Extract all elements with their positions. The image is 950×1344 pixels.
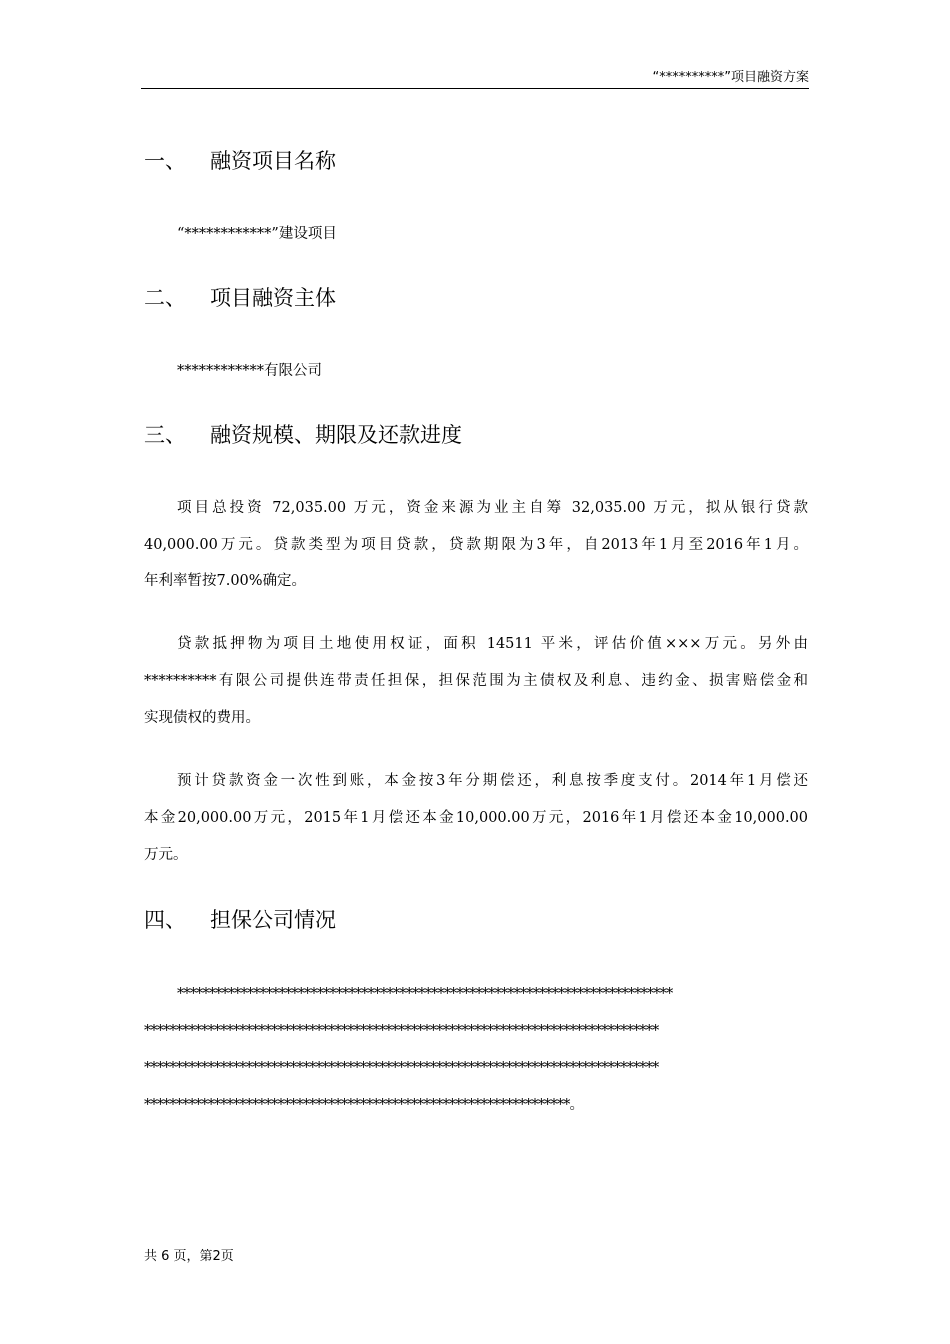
section-heading-1 <box>144 146 336 176</box>
paragraph-line: 年利率暂按7.00%确定。 <box>144 573 307 589</box>
financing-entity-text: ************有限公司 <box>177 363 322 379</box>
paragraph-line: 实现债权的费用。 <box>144 710 260 726</box>
paragraph-line: 贷款抵押物为项目土地使用权证，面积 14511 平米，评估价值×××万元。另外由 <box>177 636 808 652</box>
guarantor-info-line: ********************************************************************************* <box>144 1023 659 1039</box>
section-number: 三、 <box>144 423 186 447</box>
header-divider <box>141 88 809 89</box>
section-title: 项目融资主体 <box>210 286 336 310</box>
section-title: 融资项目名称 <box>210 149 336 173</box>
guarantor-info-line: *******************************************************************。 <box>144 1097 584 1113</box>
paragraph-line: **********有限公司提供连带责任担保，担保范围为主债权及利息、违约金、损害赔偿金和 <box>144 673 808 689</box>
paragraph-line: 万元。 <box>144 847 188 863</box>
paragraph-line: 预计贷款资金一次性到账，本金按3年分期偿还，利息按季度支付。2014年1月偿还 <box>177 773 808 789</box>
paragraph-line: 项目总投资 72,035.00 万元，资金来源为业主自筹 32,035.00 万元，拟从银行贷款 <box>177 500 808 516</box>
paragraph-line: 本金20,000.00万元，2015年1月偿还本金10,000.00万元，2016年1月偿还本金10,000.00 <box>144 810 808 826</box>
section-number: 二、 <box>144 286 186 310</box>
guarantor-info-line: ********************************************************************************* <box>144 1060 659 1076</box>
page-header-title: “**********”项目融资方案 <box>652 70 809 85</box>
paragraph-line: 40,000.00万元。贷款类型为项目贷款，贷款期限为3年，自2013年1月至2016年1月。 <box>144 537 808 553</box>
section-number: 四、 <box>144 908 186 932</box>
section-title: 担保公司情况 <box>210 908 336 932</box>
section-number: 一、 <box>144 149 186 173</box>
section-title: 融资规模、期限及还款进度 <box>210 423 462 447</box>
section-heading-2 <box>144 283 336 313</box>
guarantor-info-line: ****************************************************************************** <box>177 986 673 1002</box>
section-heading-3 <box>144 420 462 450</box>
project-name-text: “************”建设项目 <box>177 226 337 242</box>
page-footer: 共 6 页，第2页 <box>144 1249 234 1264</box>
section-heading-4 <box>144 905 336 935</box>
